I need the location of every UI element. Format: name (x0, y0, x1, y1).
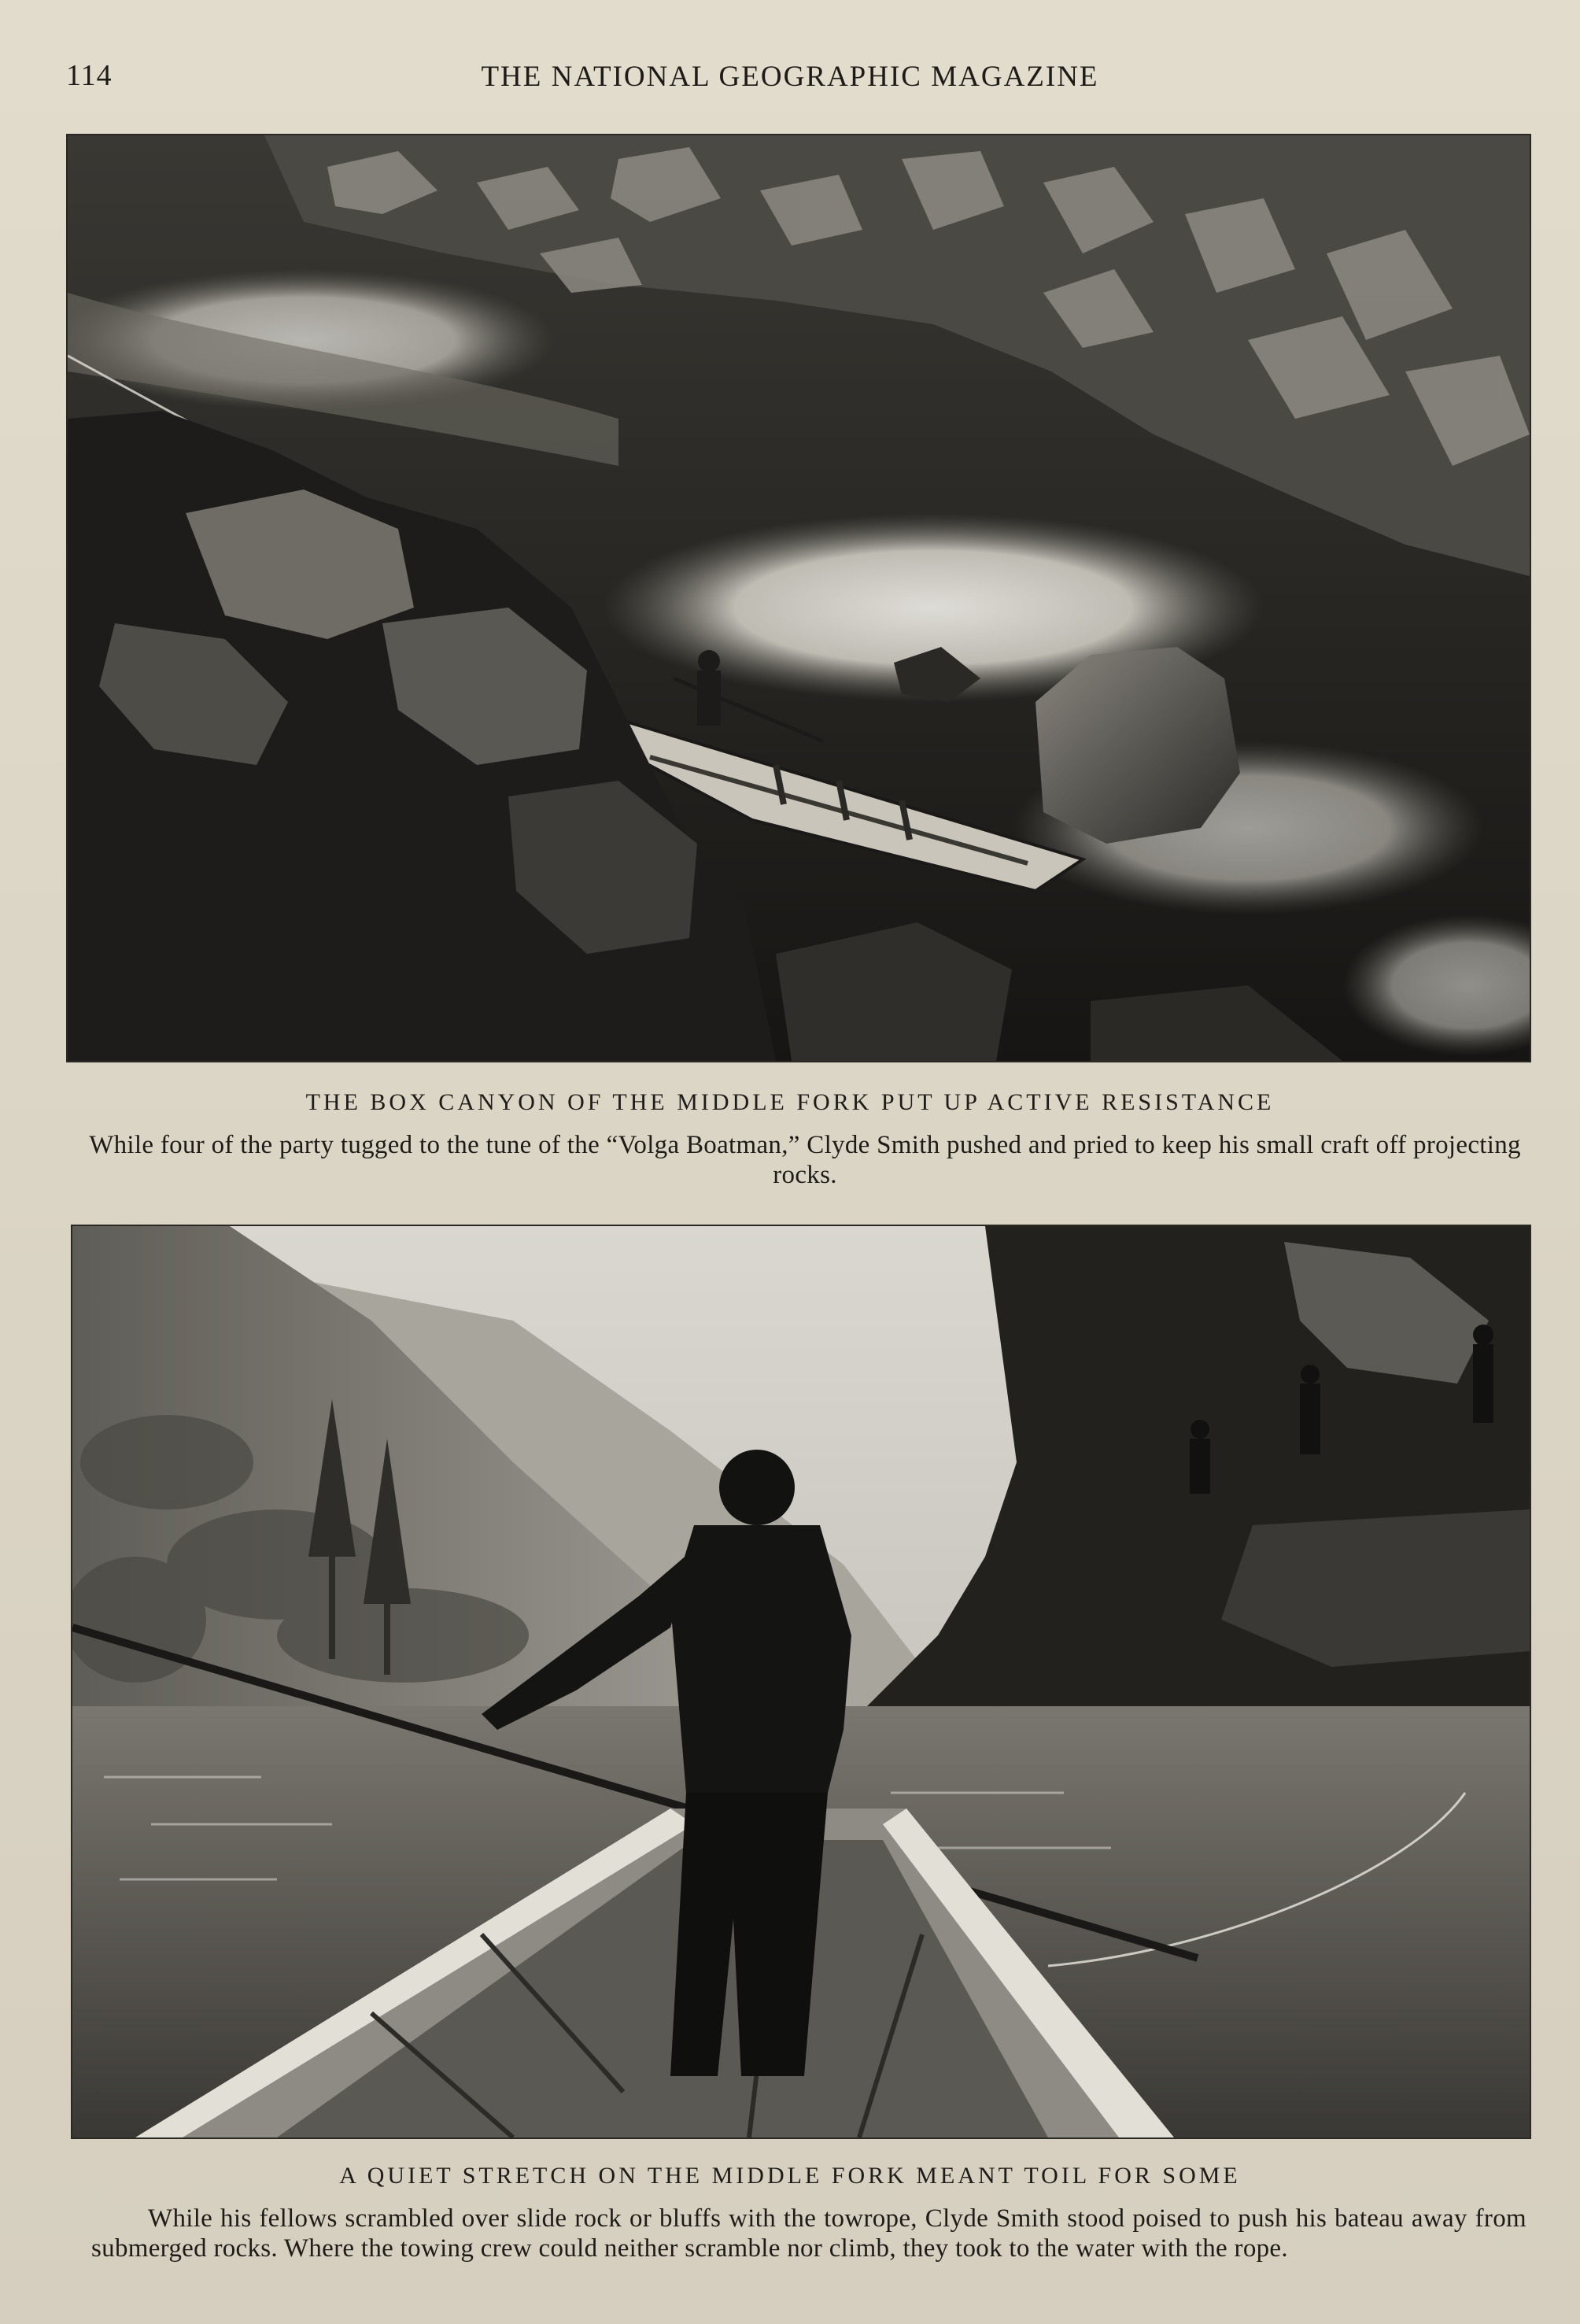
running-head: THE NATIONAL GEOGRAPHIC MAGAZINE (481, 61, 1099, 93)
figure-1-title: THE BOX CANYON OF THE MIDDLE FORK PUT UP ACTIVE RESISTANCE (305, 1089, 1275, 1115)
photo-quiet-stretch-image (72, 1226, 1530, 2137)
figure-2-caption: While his fellows scrambled over slide rock or bluffs with the towrope, Clyde Smith stood poised to push his bateau away from submerged rocks. Where the towing crew could neither scramble nor climb, they took to the water with the rope. (91, 2204, 1526, 2263)
photo-box-canyon (66, 134, 1531, 1062)
page-number: 114 (66, 59, 113, 92)
photo-box-canyon-image (68, 135, 1530, 1061)
photo-quiet-stretch (71, 1225, 1531, 2139)
figure-2-title: A QUIET STRETCH ON THE MIDDLE FORK MEANT TOIL FOR SOME (339, 2163, 1241, 2189)
figure-1-caption: While four of the party tugged to the tune of the “Volga Boatman,” Clyde Smith pushed and pried to keep his small craft off projecting rocks. (89, 1131, 1521, 1189)
